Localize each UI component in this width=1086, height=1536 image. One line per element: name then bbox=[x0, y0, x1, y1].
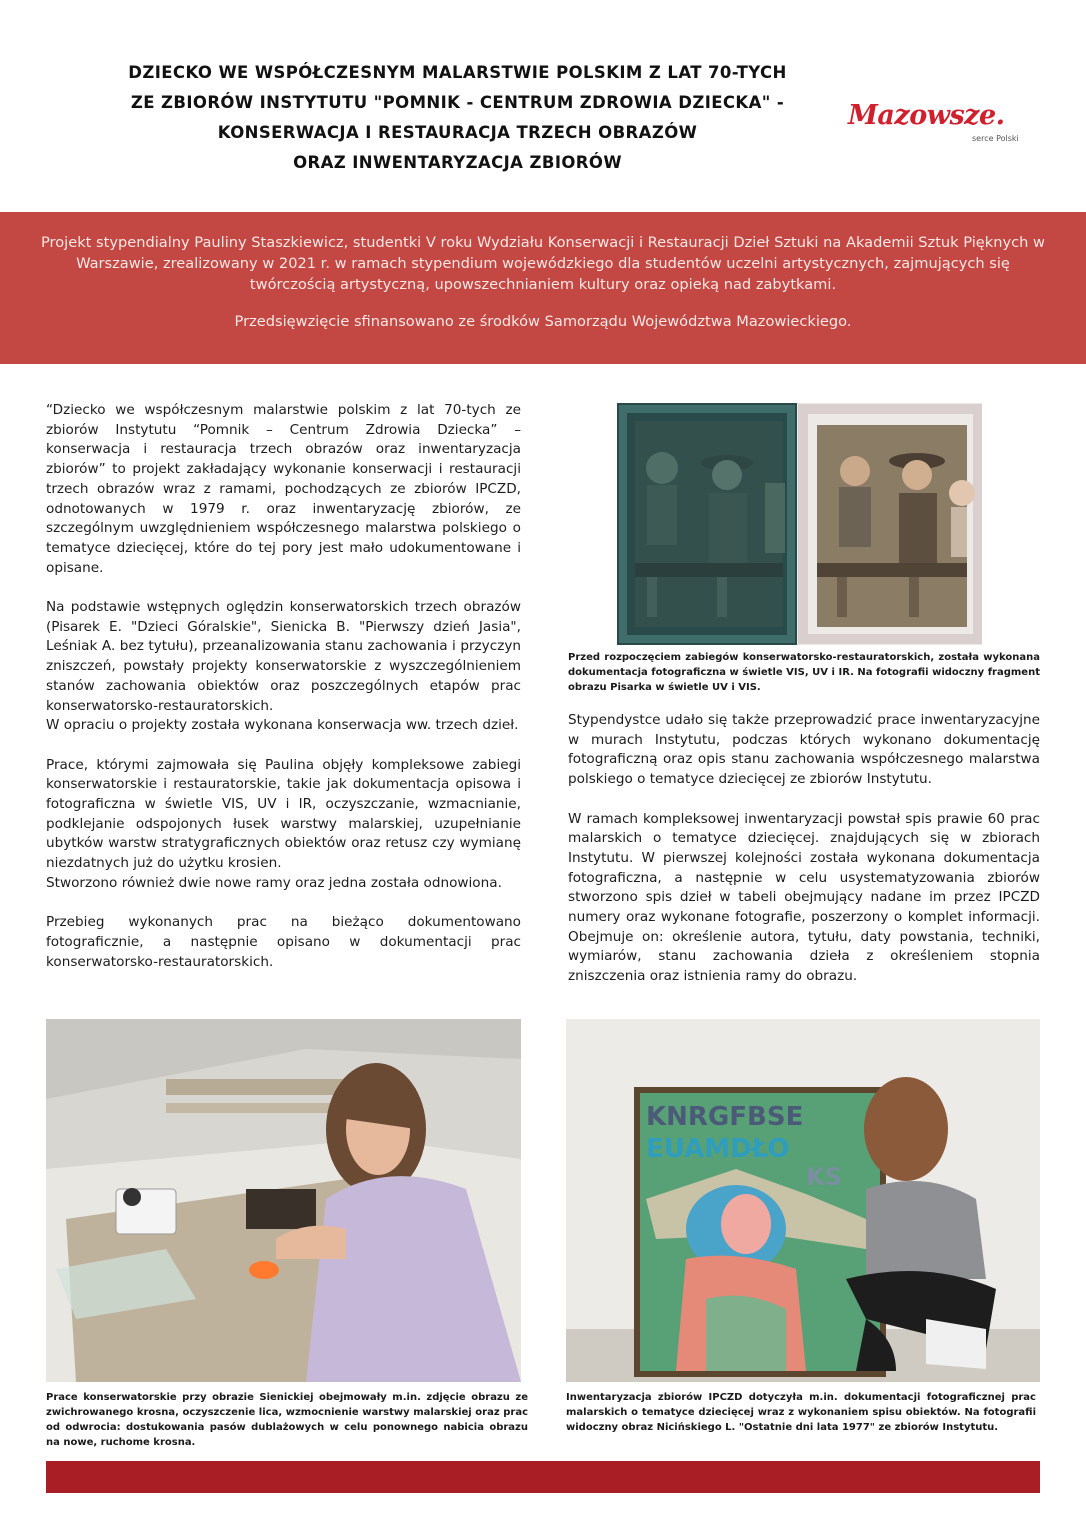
left-paragraph-3: W opraciu o projekty została wykonana konserwacja ww. trzech dzieł. bbox=[46, 717, 519, 734]
title-line-3: KONSERWACJA I RESTAURACJA TRZECH OBRAZÓW bbox=[217, 123, 698, 142]
title-line-4: ORAZ INWENTARYZACJA ZBIORÓW bbox=[293, 153, 622, 172]
left-paragraph-5: Stworzono również dwie nowe ramy oraz jedna została odnowiona. bbox=[46, 874, 502, 891]
uv-vis-photo bbox=[617, 403, 982, 645]
left-paragraph-1: “Dziecko we współczesnym malarstwie polskim z lat 70-tych ze zbiorów Instytutu “Pomnik – Centrum Zdrowia Dziecka” – konserwacja i restauracja trzech obrazów oraz inwentaryzacja zbiorów” to projekt zakładający wykonanie konserwacji i restauracji trzech obrazów wraz z ramami, pochodzących ze zbiorów IPCZD, odnotowanych w 1979 r. oraz inwentaryzację zbiorów, ze szczególnym uwzględnieniem współczesnego malarstwa polskiego o tematyce dziecięcej, które do tej pory jest mało udokumentowane i opisane. bbox=[46, 402, 521, 576]
band-paragraph-2: Przedsięwzięcie sfinansowano ze środków Samorządu Województwa Mazowieckiego. bbox=[234, 313, 852, 330]
left-paragraph-6: Przebieg wykonanych prac na bieżąco dokumentowano fotograficznie, a następnie opisano w dokumentacji prac konserwatorsko-restauratorskich. bbox=[46, 914, 521, 970]
caption-uv-vis: Przed rozpoczęciem zabiegów konserwatorsko-restauratorskich, została wykonana dokumentacja fotograficzna w świetle VIS, UV i IR. Na fotografii widoczny fragment obrazu Pisarka w świetle UV i VIS. bbox=[568, 652, 1040, 693]
painting-letters-row1: KNRGFBSE bbox=[646, 1102, 804, 1132]
footer-bar bbox=[46, 1461, 1040, 1493]
painting-letters-row3: KS bbox=[806, 1163, 842, 1191]
left-paragraph-4: Prace, którymi zajmowała się Paulina objęły kompleksowe zabiegi konserwatorskie i restauratorskie, takie jak dokumentacja opisowa i fotograficzna w świetle VIS, UV i IR, oczyszczanie, wzmacnianie, podklejanie odspojonych łusek warstwy malarskiej, uzupełnianie ubytków warstw stratygraficznych obiektów oraz retusz czy wymianę niezdatnych już do użytku krosien. bbox=[46, 756, 521, 872]
logo-subtext: serce Polski bbox=[972, 134, 1019, 143]
right-paragraph-1: Stypendystce udało się także przeprowadzić prace inwentaryzacyjne w murach Instytutu, podczas których wykonano dokumentację fotograficzną oraz opis stanu zachowania współczesnego malarstwa polskiego o tematyce dziecięcej ze zbiorów Instytutu. bbox=[568, 712, 1040, 788]
conservation-work-photo bbox=[46, 1019, 521, 1382]
mazowsze-logo bbox=[848, 100, 1038, 150]
painting-letters-row2: EUAMDŁO bbox=[646, 1134, 790, 1164]
left-text-column bbox=[46, 401, 521, 972]
logo-word: Mazowsze. bbox=[848, 100, 1005, 131]
right-text-column bbox=[568, 711, 1040, 987]
page-title bbox=[40, 58, 875, 178]
project-info-band bbox=[0, 212, 1086, 364]
left-paragraph-2: Na podstawie wstępnych oględzin konserwatorskich trzech obrazów (Pisarek E. "Dzieci Góralskie", Sienicka B. "Pierwszy dzień Jasia", Leśniak A. bez tytułu), przeanalizowania stanu zachowania i przyczyn zniszczeń, powstały projekty konserwatorskie z wyszczególnieniem stanów zachowania obiektów oraz poszczególnych etapów prac konserwatorsko-restauratorskich. bbox=[46, 599, 521, 714]
caption-inventory: Inwentaryzacja zbiorów IPCZD dotyczyła m.in. dokumentacji fotograficznej prac malarskich o tematyce dziecięcej wraz z wykonaniem spisu obiektów. Na fotografii widoczny obraz Nicińskiego L. "Ostatnie dni lata 1977" ze zbiorów Instytutu. bbox=[566, 1392, 1036, 1433]
right-paragraph-2: W ramach kompleksowej inwentaryzacji powstał spis prawie 60 prac malarskich o tematyce dziecięcej. znajdujących się w zbiorach Instytutu. W pierwszej kolejności została wykonana dokumentacja fotograficzna, a następnie w celu usystematyzowania zbiorów stworzono spis dzieł w tabeli obejmujący nadane im przez IPCZD numery oraz wykonane fotografie, poszerzony o komplet informacji. Obejmuje on: określenie autora, tytułu, daty powstania, techniki, wymiarów, stanu zachowania dzieła z określeniem stopnia zniszczenia oraz istnienia ramy do obrazu. bbox=[568, 810, 1040, 985]
inventory-photo bbox=[566, 1019, 1040, 1382]
title-line-2: ZE ZBIORÓW INSTYTUTU "POMNIK - CENTRUM ZDROWIA DZIECKA" - bbox=[130, 93, 785, 112]
caption-conservation: Prace konserwatorskie przy obrazie Sienickiej obejmowały m.in. zdjęcie obrazu ze zwichrowanego krosna, oczyszczenie lica, wzmocnienie warstwy malarskiej oraz prac od odwrocia: dostukowania pasów dublażowych w celu ponownego nabicia obrazu na nowe, ruchome krosna. bbox=[46, 1392, 528, 1448]
title-line-1: DZIECKO WE WSPÓŁCZESNYM MALARSTWIE POLSKIM Z LAT 70-TYCH bbox=[128, 63, 787, 82]
band-paragraph-1: Projekt stypendialny Pauliny Staszkiewicz, studentki V roku Wydziału Konserwacji i Restauracji Dzieł Sztuki na Akademii Sztuk Pięknych w Warszawie, zrealizowany w 2021 r. w ramach stypendium wojewódzkiego dla studentów uczelni artystycznych, zajmujących się twórczością artystyczną, upowszechnianiem kultury oraz opieką nad zabytkami. bbox=[41, 234, 1045, 293]
